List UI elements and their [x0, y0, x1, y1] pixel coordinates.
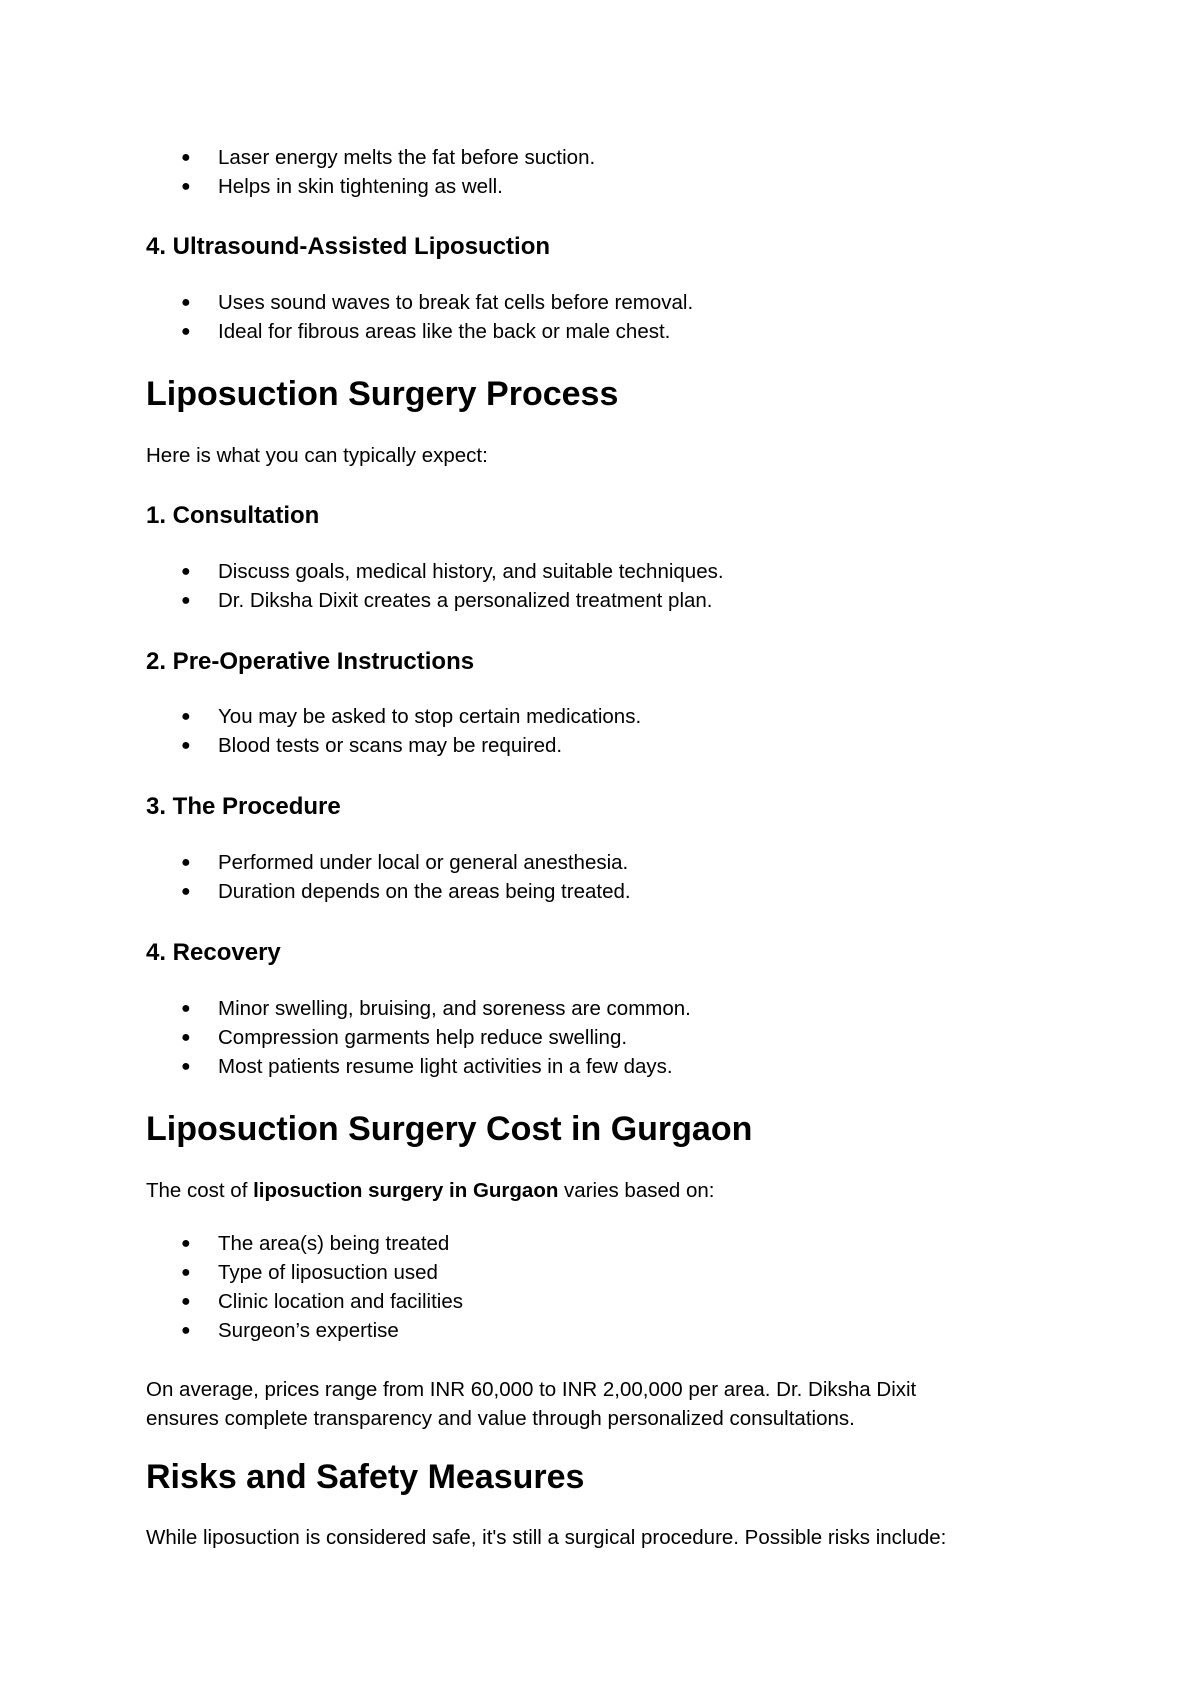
cost-intro-bold: liposuction surgery in Gurgaon — [253, 1179, 559, 1202]
list-item: ● Performed under local or general anesthesia. — [146, 848, 631, 877]
cost-factor-list — [146, 1229, 463, 1345]
list-item: ● Helps in skin tightening as well. — [146, 172, 595, 201]
procedure-heading: 3. The Procedure — [146, 793, 341, 820]
list-item: ● Discuss goals, medical history, and suitable techniques. — [146, 557, 724, 586]
consultation-heading: 1. Consultation — [146, 502, 320, 529]
cost-intro-after: varies based on: — [558, 1179, 715, 1202]
list-item: ● You may be asked to stop certain medications. — [146, 702, 641, 731]
cost-summary-line-1: On average, prices range from INR 60,000 to INR 2,00,000 per area. Dr. Diksha Dixit — [146, 1378, 917, 1401]
recovery-bullet-list — [146, 994, 691, 1081]
cost-intro — [146, 1176, 714, 1205]
list-item: ● Dr. Diksha Dixit creates a personalized treatment plan. — [146, 586, 724, 615]
procedure-bullet-list — [146, 848, 631, 906]
list-item: ● Ideal for fibrous areas like the back or male chest. — [146, 317, 693, 346]
list-item: ● Minor swelling, bruising, and soreness are common. — [146, 994, 691, 1023]
list-item: ● Compression garments help reduce swelling. — [146, 1023, 691, 1052]
list-item: ● Laser energy melts the fat before suction. — [146, 143, 595, 172]
cost-intro-before: The cost of — [146, 1179, 254, 1202]
process-heading: Liposuction Surgery Process — [146, 375, 619, 413]
cost-heading: Liposuction Surgery Cost in Gurgaon — [146, 1110, 753, 1148]
list-item: ● Duration depends on the areas being treated. — [146, 877, 631, 906]
consultation-bullet-list — [146, 557, 724, 615]
list-item: ● Clinic location and facilities — [146, 1287, 463, 1316]
risks-heading: Risks and Safety Measures — [146, 1458, 585, 1496]
process-intro: Here is what you can typically expect: — [146, 444, 488, 467]
pre-operative-bullet-list — [146, 702, 641, 760]
list-item: ● The area(s) being treated — [146, 1229, 463, 1258]
laser-bullet-list — [146, 143, 595, 201]
risks-intro: While liposuction is considered safe, it's still a surgical procedure. Possible risks include: — [146, 1526, 947, 1549]
list-item: ● Type of liposuction used — [146, 1258, 463, 1287]
list-item: ● Most patients resume light activities in a few days. — [146, 1052, 691, 1081]
list-item: ● Surgeon’s expertise — [146, 1316, 463, 1345]
list-item: ● Uses sound waves to break fat cells before removal. — [146, 288, 693, 317]
recovery-heading: 4. Recovery — [146, 939, 281, 966]
list-item: ● Blood tests or scans may be required. — [146, 731, 641, 760]
cost-summary-line-2: ensures complete transparency and value through personalized consultations. — [146, 1407, 855, 1430]
pre-operative-heading: 2. Pre-Operative Instructions — [146, 648, 475, 675]
ultrasound-heading: 4. Ultrasound-Assisted Liposuction — [146, 233, 551, 260]
ultrasound-bullet-list — [146, 288, 693, 346]
